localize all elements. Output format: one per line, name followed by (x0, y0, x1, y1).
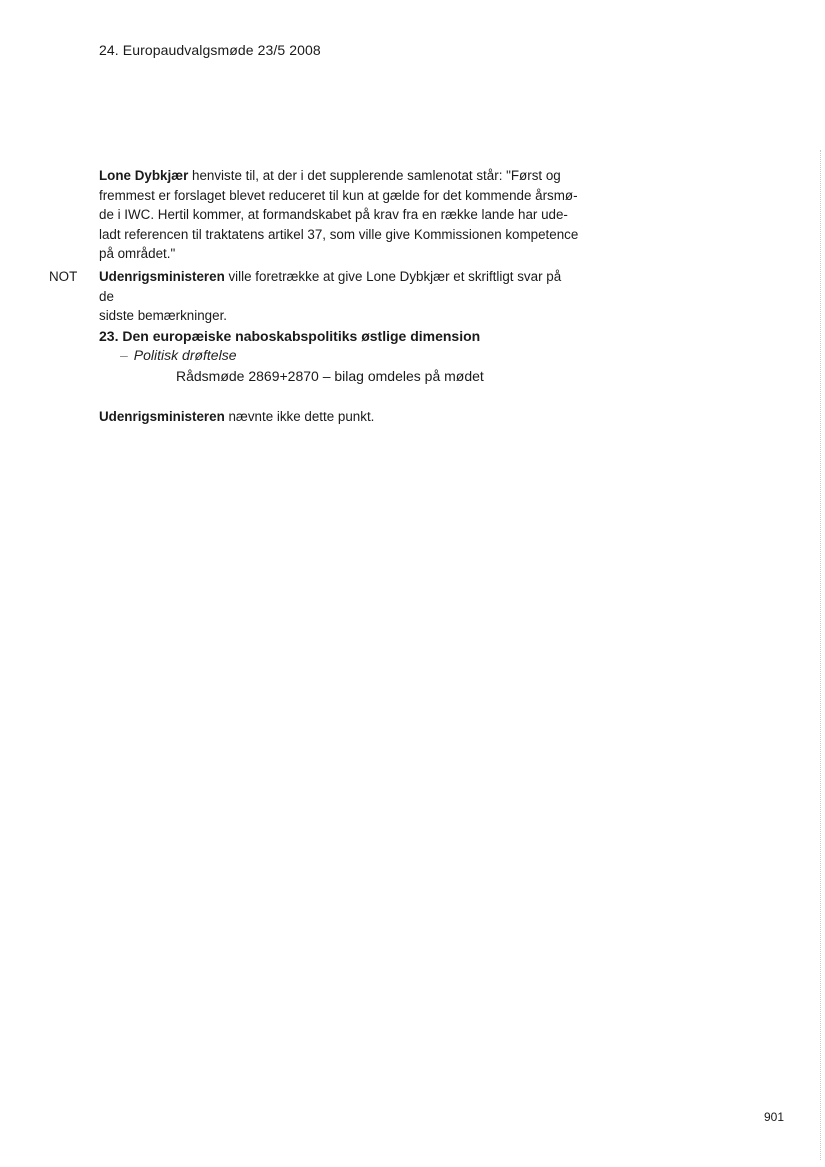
paragraph-line: de i IWC. Hertil kommer, at formandskabet på krav fra en række lande har ude- (99, 207, 568, 223)
paragraph-line: ville foretrække at give Lone Dybkjær et skriftligt svar på de (99, 269, 562, 304)
paragraph-text: nævnte ikke dette punkt. (224, 409, 375, 424)
speaker-name: Udenrigsministeren (99, 269, 225, 284)
agenda-item-title: 23. Den europæiske naboskabspolitiks østlige dimension (99, 328, 481, 344)
paragraph-minister-no-comment (99, 407, 579, 427)
margin-note: NOT (49, 269, 78, 284)
speaker-name: Udenrigsministeren (99, 409, 225, 424)
paragraph-line: ladt referencen til traktatens artikel 37, som ville give Kommissionen kompetence (99, 226, 579, 242)
agenda-item-subtitle (120, 345, 237, 365)
dash-glyph: – (120, 347, 128, 363)
paragraph-line: henviste til, at der i det supplerende samlenotat står: "Først og (188, 168, 561, 183)
agenda-item-subtitle-text: Politisk drøftelse (133, 347, 237, 363)
speaker-name: Lone Dybkjær (99, 168, 189, 183)
paragraph-lone-dybkjaer (99, 166, 579, 264)
agenda-item-reference: Rådsmøde 2869+2870 – bilag omdeles på mødet (176, 368, 484, 384)
scan-edge-line (819, 150, 821, 1160)
page-header: 24. Europaudvalgsmøde 23/5 2008 (99, 42, 321, 58)
paragraph-minister-reply (99, 267, 579, 326)
page-number: 901 (764, 1110, 785, 1124)
paragraph-line: sidste bemærkninger. (99, 308, 228, 324)
paragraph-line: på området." (99, 246, 176, 262)
paragraph-line: fremmest er forslaget blevet reduceret til kun at gælde for det kommende årsmø- (99, 187, 578, 203)
